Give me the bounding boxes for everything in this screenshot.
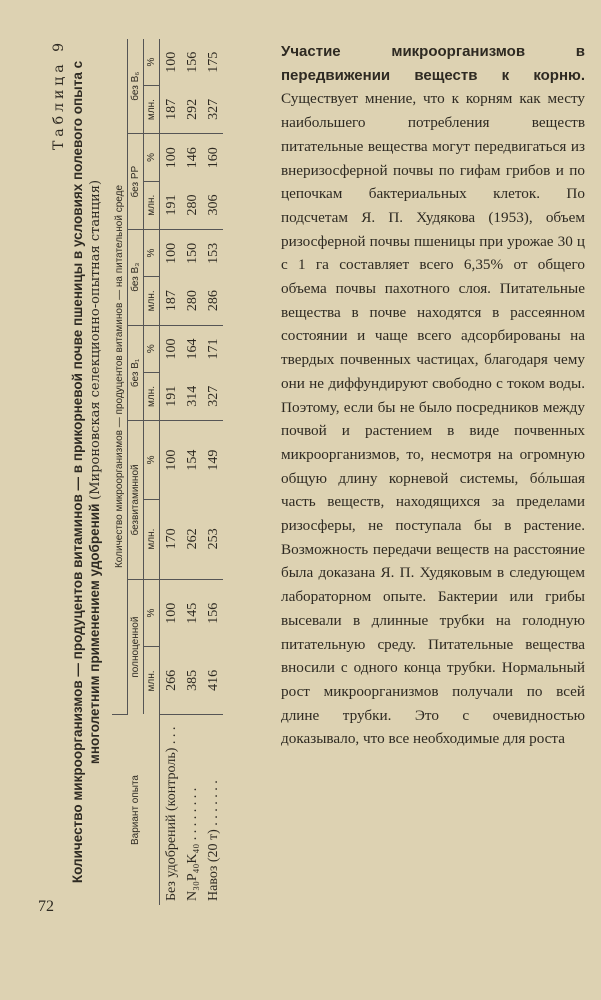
table-cell: 154 [185,449,200,471]
table-cell: 416 [202,647,223,715]
header-unit: млн. [144,85,160,133]
header-unit: % [144,325,160,372]
table-cell: 100 [160,229,182,276]
header-unit: млн. [144,181,160,229]
table-cell: 175 [206,51,221,73]
table-title-text: Количество микроорганизмов — продуцентов витаминов — в прикорневой почве пшеницы в условиях полевого опыта с многолетним применением удобрений [70,60,102,884]
table-cell: 280 [181,181,202,229]
header-unit: % [144,421,160,499]
table-cell: 156 [206,602,221,624]
table-row [181,39,202,905]
table-cell: 171 [206,338,221,360]
table-title [69,39,104,905]
row-variant: Навоз (20 т) . . . . . . . [206,780,221,901]
header-unit: млн. [144,372,160,420]
header-medium: без PP [128,134,144,230]
table-cell: 150 [185,242,200,264]
paragraph: Существует мнение, что к корням как месту наибольшего потребления веществ питательные вещества могут передвигаться из внеризосферной почвы по гифам грибов и по цепочкам бактериальных клеток. По подсчетам Я. П. Худякова (1953), объем ризосферной почвы пшеницы при урожае 30 ц с 1 га составляет всего 6,35% от общего объема почвы пахотного слоя. Питательные вещества в почве находятся в рассеянном состоянии и чаще всего адсорбированы на твердых почвенных частицах, благодаря чему они не диффундируют свободно с током воды. Поэтому, если бы не было посредников между почвой и растением в виде почвенных микроорганизмов, то, несмотря на огромную общую длину корневой системы, бóльшая часть веществ, находящихся за пределами ризосферы, не поступала бы в растение. Возможность передачи веществ на расстояние была доказана Я. П. Худяковым в следующем лабораторном опыте. Бактерии или грибы высевали в длинные трубки на голодную питательную среду. Питательные вещества вносили с одного конца трубки. Нормальный рост микроорганизмов получали по всей длине трубки. Это с очевидностью доказывало, что все необходимые для роста [281,90,585,748]
header-unit: млн. [144,499,160,579]
table-row [202,39,223,905]
header-variant: Вариант опыта [130,775,141,846]
table-cell: 160 [206,147,221,169]
table-cell: 153 [206,242,221,264]
table-cell: 164 [185,338,200,360]
table-cell: 286 [202,277,223,325]
table-cell: 262 [181,499,202,579]
header-unit: % [144,134,160,181]
table-cell: 253 [202,499,223,579]
table-cell: 327 [202,372,223,420]
data-table [112,39,223,905]
table-cell: 292 [181,85,202,133]
table-cell: 100 [160,579,182,647]
header-group: Количество микроорганизмов — продуцентов витаминов — на питательной среде [112,39,128,715]
table-cell: 191 [160,181,182,229]
page-number: 72 [38,898,54,915]
header-unit: % [144,39,160,85]
table-cell: 170 [160,499,182,579]
table-subtitle: (Мироновская селекционно-опытная станция) [88,179,103,500]
header-unit: % [144,579,160,647]
table-cell: 266 [160,647,182,715]
table-cell: 156 [185,51,200,73]
table-number: Таблица 9 [51,39,67,151]
table-cell: 100 [160,325,182,372]
table-cell: 314 [181,372,202,420]
header-medium: безвитаминной [128,421,144,580]
table-cell: 100 [160,134,182,181]
table-cell: 146 [185,147,200,169]
table-cell: 145 [185,602,200,624]
table-cell: 187 [160,85,182,133]
table-cell: 327 [202,85,223,133]
table-cell: 280 [181,277,202,325]
section-heading: Участие микроорганизмов в передвижении веществ к корню. [281,43,585,84]
table-cell: 100 [160,39,182,85]
header-medium: без B₁ [128,325,144,421]
table-cell: 100 [160,421,182,499]
table-cell: 306 [202,181,223,229]
header-medium: без B₆ [128,39,144,134]
header-medium: полноценной [128,579,144,714]
table-cell: 149 [206,449,221,471]
body-text [281,40,585,751]
header-unit: млн. [144,647,160,715]
table-cell: 191 [160,372,182,420]
rotated-table-block [51,39,273,905]
row-variant: Без удобрений (контроль) . . . [160,715,182,906]
header-unit: % [144,229,160,276]
header-medium: без B₃ [128,229,144,325]
table-cell: 385 [181,647,202,715]
header-unit: млн. [144,277,160,325]
table-row [160,39,182,905]
row-variant: N₃₀P₄₀K₄₀ . . . . . . . . [185,787,200,901]
table-cell: 187 [160,277,182,325]
